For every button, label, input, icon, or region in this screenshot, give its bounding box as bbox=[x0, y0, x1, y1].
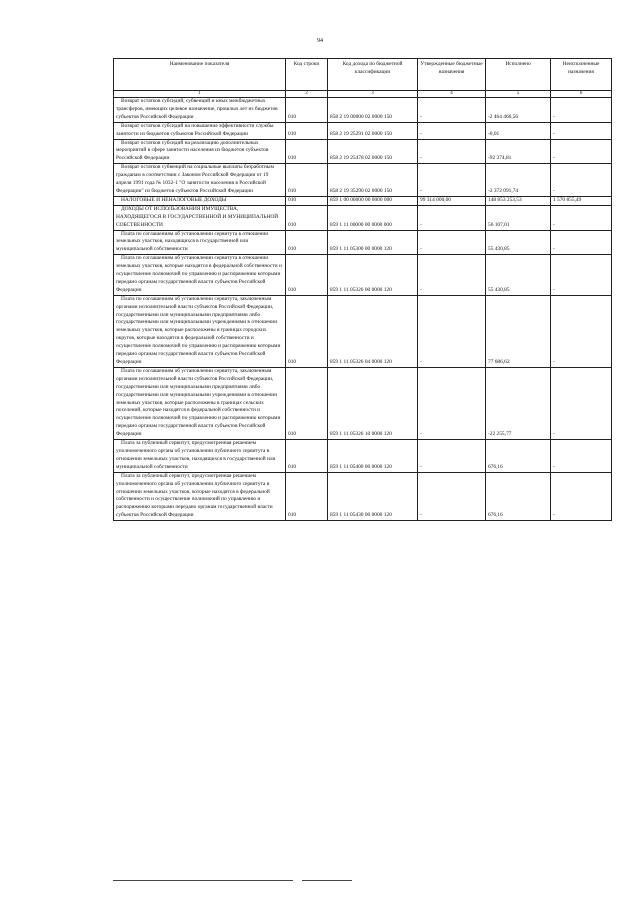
row-code-cell: 859 1 11 05430 00 0000 120 bbox=[328, 472, 418, 520]
table-row bbox=[114, 164, 612, 197]
row-approved-cell: - bbox=[418, 295, 486, 367]
row-code-cell: 858 2 19 35290 02 0000 150 bbox=[328, 164, 418, 197]
row-approved-cell: 99 314 000,00 bbox=[418, 196, 486, 205]
header-code-line: Код строки bbox=[286, 59, 328, 91]
row-line-cell: 010 bbox=[286, 164, 328, 197]
row-unexecuted-cell: - bbox=[551, 122, 612, 139]
row-code-cell: 859 1 11 05400 00 0000 120 bbox=[328, 440, 418, 473]
row-unexecuted-cell: - bbox=[551, 139, 612, 164]
row-name-cell: Возврат остатков субвенций на социальные выплаты безработным гражданам в соответствии с Законом Российской Федерации от 19 апреля 1991 года № 1032-1 "О занятости населения в Российской Федерации" из бюджетов субъектов Российской Федерации bbox=[114, 164, 286, 197]
row-approved-cell: - bbox=[418, 205, 486, 230]
column-number-row bbox=[114, 91, 612, 98]
row-name-cell: Возврат остатков субсидий на реализацию дополнительных мероприятий в сфере занятости населения из бюджетов субъектов Российской Федерации bbox=[114, 139, 286, 164]
footer-divider bbox=[302, 880, 352, 881]
row-executed-cell: -22 255,77 bbox=[486, 367, 551, 439]
table-row bbox=[114, 472, 612, 520]
row-unexecuted-cell: - bbox=[551, 164, 612, 197]
table-row bbox=[114, 122, 612, 139]
row-executed-cell: 676,16 bbox=[486, 440, 551, 473]
row-unexecuted-cell: 1 570 855,49 bbox=[551, 196, 612, 205]
row-name-cell: Возврат остатков субсидий на повышение эффективности службы занятости из бюджетов субъектов Российской Федерации bbox=[114, 122, 286, 139]
row-approved-cell: - bbox=[418, 164, 486, 197]
row-approved-cell: - bbox=[418, 98, 486, 123]
row-name-cell: Плата по соглашениям об установлении сервитута в отношении земельных участков, находящихся в государственной или муниципальной собственности bbox=[114, 230, 286, 255]
row-name-cell: Плата по соглашениям об установлении сервитута, заключенным органами исполнительной власти субъектов Российской Федерации, государственными или муниципальными предприятиями либо государственными или муниципальными учреждениями в отношении земельных участков, которые расположены в границах городских округов, которые находятся в федеральной собственности и осуществление полномочий по управлению и распоряжению которыми передано органам государственной власти субъектов Российской Федерации bbox=[114, 295, 286, 367]
table-row bbox=[114, 230, 612, 255]
row-code-cell: 858 2 19 00000 02 0000 150 bbox=[328, 98, 418, 123]
budget-execution-table bbox=[113, 58, 612, 521]
table-row bbox=[114, 205, 612, 230]
row-executed-cell: 55 430,85 bbox=[486, 230, 551, 255]
row-executed-cell: -92 374,81 bbox=[486, 139, 551, 164]
row-name-cell: Возврат остатков субсидий, субвенций и иных межбюджетных трансферов, имеющих целевое назначение, прошлых лет из бюджетов субъектов Российской Федерации bbox=[114, 98, 286, 123]
row-name-cell: НАЛОГОВЫЕ И НЕНАЛОГОВЫЕ ДОХОДЫ bbox=[114, 196, 286, 205]
table-row bbox=[114, 440, 612, 473]
row-executed-cell: 676,16 bbox=[486, 472, 551, 520]
row-code-cell: 859 1 11 05326 04 0000 120 bbox=[328, 295, 418, 367]
column-number: 2 bbox=[286, 91, 328, 98]
row-line-cell: 010 bbox=[286, 122, 328, 139]
row-unexecuted-cell: - bbox=[551, 440, 612, 473]
row-approved-cell: - bbox=[418, 440, 486, 473]
row-unexecuted-cell: - bbox=[551, 367, 612, 439]
row-executed-cell: -0,01 bbox=[486, 122, 551, 139]
table-row bbox=[114, 255, 612, 296]
row-executed-cell: 55 430,85 bbox=[486, 255, 551, 296]
row-executed-cell: 77 686,62 bbox=[486, 295, 551, 367]
row-executed-cell: -2 372 091,74 bbox=[486, 164, 551, 197]
header-executed: Исполнено bbox=[486, 59, 551, 91]
row-name-cell: Плата за публичный сервитут, предусмотренная решением уполномоченного органа об установлении публичного сервитута в отношении земельных участков, находящихся в государственной или муниципальной собственности bbox=[114, 440, 286, 473]
row-name-cell: Плата за публичный сервитут, предусмотренная решением уполномоченного органа об установлении публичного сервитута в отношении земельных участков, которые находятся в федеральной собственности и осуществление полномочий по управлению и распоряжению которыми передано органам государственной власти субъектов Российской Федерации bbox=[114, 472, 286, 520]
row-executed-cell: 148 853 253,53 bbox=[486, 196, 551, 205]
header-approved: Утвержденные бюджетные назначения bbox=[418, 59, 486, 91]
row-approved-cell: - bbox=[418, 367, 486, 439]
row-unexecuted-cell: - bbox=[551, 205, 612, 230]
row-line-cell: 010 bbox=[286, 472, 328, 520]
table-row bbox=[114, 367, 612, 439]
row-executed-cell: 56 107,01 bbox=[486, 205, 551, 230]
table-row bbox=[114, 295, 612, 367]
row-approved-cell: - bbox=[418, 230, 486, 255]
row-line-cell: 010 bbox=[286, 205, 328, 230]
row-code-cell: 859 1 00 00000 00 0000 000 bbox=[328, 196, 418, 205]
column-number: 3 bbox=[328, 91, 418, 98]
row-code-cell: 859 1 11 00000 00 0000 000 bbox=[328, 205, 418, 230]
row-code-cell: 859 1 11 05326 00 0000 120 bbox=[328, 255, 418, 296]
row-code-cell: 858 2 19 25291 02 0000 150 bbox=[328, 122, 418, 139]
table-row bbox=[114, 139, 612, 164]
row-executed-cell: -2 464 466,56 bbox=[486, 98, 551, 123]
row-line-cell: 010 bbox=[286, 367, 328, 439]
row-approved-cell: - bbox=[418, 122, 486, 139]
row-line-cell: 010 bbox=[286, 255, 328, 296]
column-number: 5 bbox=[486, 91, 551, 98]
row-line-cell: 010 bbox=[286, 440, 328, 473]
table-row bbox=[114, 196, 612, 205]
header-budget-code: Код дохода по бюджетной классификации bbox=[328, 59, 418, 91]
row-approved-cell: - bbox=[418, 255, 486, 296]
row-line-cell: 010 bbox=[286, 196, 328, 205]
header-unexecuted: Неисполненные назначения bbox=[551, 59, 612, 91]
table-row bbox=[114, 98, 612, 123]
row-approved-cell: - bbox=[418, 472, 486, 520]
row-unexecuted-cell: - bbox=[551, 255, 612, 296]
row-approved-cell: - bbox=[418, 139, 486, 164]
row-line-cell: 010 bbox=[286, 295, 328, 367]
row-line-cell: 010 bbox=[286, 230, 328, 255]
footer-divider bbox=[113, 880, 293, 881]
row-code-cell: 859 1 11 05326 10 0000 120 bbox=[328, 367, 418, 439]
row-line-cell: 010 bbox=[286, 139, 328, 164]
row-unexecuted-cell: - bbox=[551, 98, 612, 123]
header-name: Наименование показателя bbox=[114, 59, 286, 91]
row-line-cell: 010 bbox=[286, 98, 328, 123]
row-unexecuted-cell: - bbox=[551, 295, 612, 367]
row-code-cell: 859 1 11 05300 00 0000 120 bbox=[328, 230, 418, 255]
table-header-row bbox=[114, 59, 612, 91]
row-name-cell: ДОХОДЫ ОТ ИСПОЛЬЗОВАНИЯ ИМУЩЕСТВА, НАХОДЯЩЕГОСЯ В ГОСУДАРСТВЕННОЙ И МУНИЦИПАЛЬНОЙ СОБСТВЕННОСТИ bbox=[114, 205, 286, 230]
row-unexecuted-cell: - bbox=[551, 230, 612, 255]
column-number: 6 bbox=[551, 91, 612, 98]
row-unexecuted-cell: - bbox=[551, 472, 612, 520]
row-code-cell: 858 2 19 25478 02 0000 150 bbox=[328, 139, 418, 164]
column-number: 1 bbox=[114, 91, 286, 98]
row-name-cell: Плата по соглашениям об установлении сервитута, заключенным органами исполнительной власти субъектов Российской Федерации, государственными или муниципальными предприятиями либо государственными или муниципальными учреждениями в отношении земельных участков, которые расположены в границах сельских поселений, которые находятся в федеральной собственности и осуществление полномочий по управлению и распоряжению которыми передано органам государственной власти субъектов Российской Федерации bbox=[114, 367, 286, 439]
row-name-cell: Плата по соглашениям об установлении сервитута в отношении земельных участков, которые находятся в федеральной собственности и осуществление полномочий по управлению и распоряжению которыми передано органам государственной власти субъектов Российской Федерации bbox=[114, 255, 286, 296]
column-number: 4 bbox=[418, 91, 486, 98]
page-number: 94 bbox=[317, 38, 323, 44]
